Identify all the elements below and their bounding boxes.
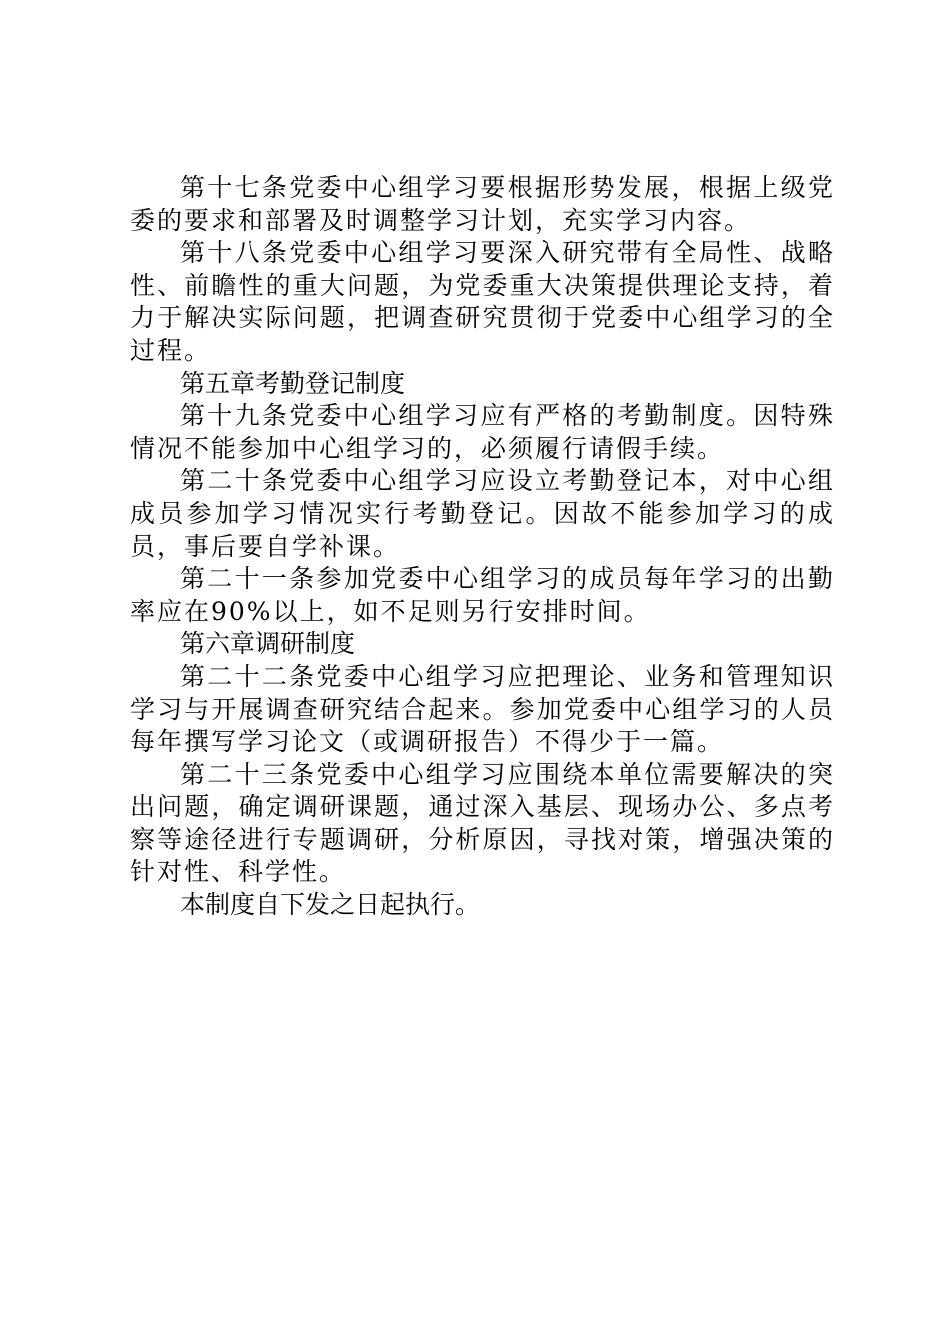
article-17-paragraph: 第十七条党委中心组学习要根据形势发展，根据上级党委的要求和部署及时调整学习计划，充实学习内容。 [130, 173, 835, 235]
article-23-paragraph: 第二十三条党委中心组学习应围绕本单位需要解决的突出问题，确定调研课题，通过深入基层、现场办公、多点考察等途径进行专题调研，分析原因，寻找对策，增强决策的针对性、科学性。 [130, 759, 835, 887]
article-20-paragraph: 第二十条党委中心组学习应设立考勤登记本，对中心组成员参加学习情况实行考勤登记。因故不能参加学习的成员，事后要自学补课。 [130, 466, 835, 561]
article-18-paragraph: 第十八条党委中心组学习要深入研究带有全局性、战略性、前瞻性的重大问题，为党委重大决策提供理论支持，着力于解决实际问题，把调查研究贯彻于党委中心组学习的全过程。 [130, 238, 835, 365]
article-19-paragraph: 第十九条党委中心组学习应有严格的考勤制度。因特殊情况不能参加中心组学习的，必须履行请假手续。 [130, 401, 835, 463]
document-body [130, 172, 835, 922]
chapter-6-heading: 第六章调研制度 [180, 629, 356, 659]
article-22-paragraph: 第二十二条党委中心组学习应把理论、业务和管理知识学习与开展调查研究结合起来。参加党委中心组学习的人员每年撰写学习论文（或调研报告）不得少于一篇。 [130, 661, 835, 757]
article-21-paragraph: 第二十一条参加党委中心组学习的成员每年学习的出勤率应在90%以上，如不足则另行安排时间。 [130, 564, 835, 626]
chapter-5-heading: 第五章考勤登记制度 [180, 368, 406, 398]
closing-statement: 本制度自下发之日起执行。 [180, 890, 481, 920]
